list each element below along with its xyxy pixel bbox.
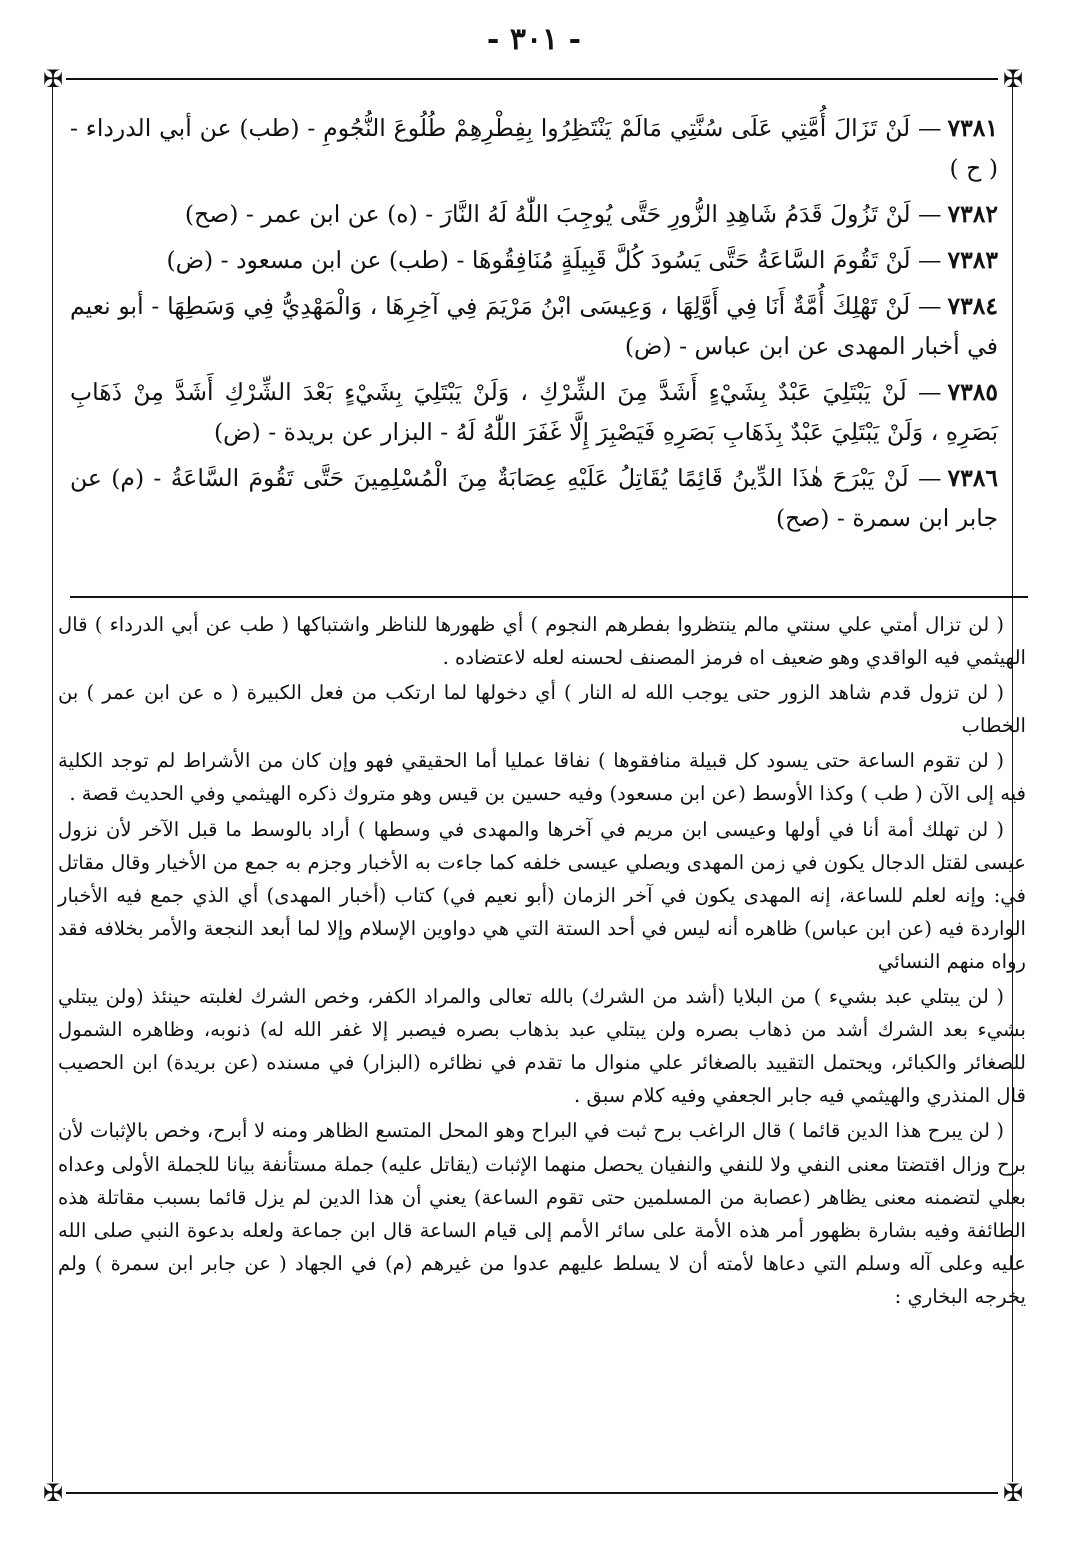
page-number: - ٣٠١ - [486,22,582,57]
left-border [52,86,53,1482]
hadith-text: — لَنْ تَزُولَ قَدَمُ شَاهِدِ الزُّورِ حَتَّى يُوجِبَ اللّٰهُ لَهُ النَّارَ [440,200,942,228]
hadith-number: ٧٣٨٢ [947,200,998,228]
top-rule [66,78,998,80]
ornament-icon: ✠ [1002,65,1024,93]
hadith-text: — لَنْ يَبْتَلِيَ عَبْدٌ بِشَيْءٍ أَشَدَّ مِنَ الشِّرْكِ ، وَلَنْ يَبْتَلِيَ بِشَيْءٍ بَعْدَ الشِّرْكِ أَشَدَّ مِنْ ذَهَابِ بَصَرِهِ ، وَلَنْ يَبْتَلِيَ عَبْدٌ بِذَهَابِ بَصَرِهِ فَيَصْبِرَ إِلَّا غَفَرَ اللّٰهُ لَهُ [70,378,998,446]
ornament-icon: ✠ [42,65,64,93]
commentary-paragraph: ( لن تزول قدم شاهد الزور حتى يوجب الله له النار ) أي دخولها لما ارتكب من فعل الكبيرة ( ه عن ابن عمر ) بن الخطاب [58,681,1026,738]
hadith-text: — لَنْ تَزَالَ أُمَّتِي عَلَى سُنَّتِي مَالَمْ يَنْتَظِرُوا بِفِطْرِهِمْ طُلُوعَ النُّجُومِ [323,114,942,142]
ornament-icon: ✠ [1002,1479,1024,1507]
hadith-reference: - (طب) عن أبي الدرداء - ( ح ) [70,114,998,182]
commentary-paragraph: ( لن يبتلي عبد بشيء ) من البلايا (أشد من الشرك) بالله تعالى والمراد الكفر، وخص الشرك لغلبته حينئذ (ولن يبتلي بشيء بعد الشرك أشد من ذهاب بصره ولن يبتلي عبد بذهاب بصره فيصبر إلا غفر الله له) ذنوبه، وظاهره الشمول للصغائر والكبائر، ويحتمل التقييد بالصغائر علي منوال ما تقدم في نظائره (البزار) في مسنده (عن بريدة) ابن الحصيب قال المنذري والهيثمي فيه جابر الجعفي وفيه كلام سبق . [58,985,1026,1108]
hadith-entry [70,458,998,538]
hadith-text: — لَنْ تَقُومَ السَّاعَةُ حَتَّى يَسُودَ كُلَّ قَبِيلَةٍ مُنَافِقُوهَا [471,246,942,274]
hadith-number: ٧٣٨١ [947,114,998,142]
hadith-reference: - البزار عن بريدة - (ض) [213,418,449,446]
hadith-list [70,108,998,544]
commentary-paragraph: ( لن يبرح هذا الدين قائما ) قال الراغب برح ثبت في البراح وهو المحل المتسع الظاهر ومنه لا أبرح، وخص بالإثبات لأن برح وزال اقتضتا معنى النفي ولا للنفي والنفيان يحصل منهما الإثبات (يقاتل عليه) جملة مستأنفة بيانا للجملة الأولى وعداه بعلي لتضمنه معنى يظاهر (عصابة من المسلمين حتى تقوم الساعة) يعني أن هذا الدين لم يزل قائما بسبب مقاتلة هذه الطائفة وفيه بشارة بظهور أمر هذه الأمة على سائر الأمم إلى قيام الساعة قال ابن جماعة ولعله بدعوة النبي صلى الله عليه وعلى آله وسلم التي دعاها لأمته أن لا يسلط عليهم عدوا من غيرهم (م) في الجهاد ( عن جابر ابن سمرة ) ولم يخرجه البخاري : [58,1119,1026,1308]
hadith-entry [70,194,998,234]
hadith-number: ٧٣٨٦ [947,464,998,492]
hadith-reference: - (م) عن جابر ابن سمرة - (صح) [70,464,998,532]
bottom-rule [66,1492,998,1494]
hadith-entry [70,108,998,188]
hadith-number: ٧٣٨٥ [947,378,998,406]
hadith-reference: - (طب) عن ابن مسعود - (ض) [166,246,465,274]
hadith-reference: - (ه) عن ابن عمر - (صح) [184,200,434,228]
commentary-paragraph: ( لن تهلك أمة أنا في أولها وعيسى ابن مريم في آخرها والمهدى في وسطها ) أراد بالوسط ما قبل الآخر لأن نزول عيسى لقتل الدجال يكون في زمن المهدى ويصلي عيسى خلفه كما جاءت به الأخبار وجزم به جمع من الأخيار وقال مقاتل في: وإنه لعلم للساعة، إنه المهدى يكون في آخر الزمان (أبو نعيم في) كتاب (أخبار المهدى) أي الذي جمع فيه الأخبار الواردة فيه (عن ابن عباس) ظاهره أنه ليس في أحد الستة التي هي دواوين الإسلام وإلا لما أبعد النجعة والأمر بخلافه فقد رواه منهم النسائي [58,817,1026,973]
section-divider [70,596,1028,598]
commentary-paragraph: ( لن تقوم الساعة حتى يسود كل قبيلة منافقوها ) نفاقا عمليا أما الحقيقي فهو وإن كان من الأشراط لم توجد الكلية فيه إلى الآن ( طب ) وكذا الأوسط (عن ابن مسعود) وفيه حسين بن قيس وهو متروك ذكره الهيثمي وفي الحديث قصة . [58,749,1026,806]
hadith-entry [70,240,998,280]
hadith-number: ٧٣٨٣ [947,246,998,274]
hadith-text: — لَنْ يَبْرَحَ هٰذَا الدِّينُ قَائِمًا يُقَاتِلُ عَلَيْهِ عِصَابَةٌ مِنَ الْمُسْلِمِينَ حَتَّى تَقُومَ السَّاعَةُ [170,464,942,492]
ornament-icon: ✠ [42,1479,64,1507]
commentary [58,608,1026,1315]
commentary-paragraph: ( لن تزال أمتي علي سنتي مالم ينتظروا بفطرهم النجوم ) أي ظهورها للناظر واشتباكها ( طب عن أبي الدرداء ) قال الهيثمي فيه الواقدي وهو ضعيف اه فرمز المصنف لحسنه لعله لاعتضاده . [58,613,1026,670]
hadith-entry [70,286,998,366]
hadith-reference: - أبو نعيم في أخبار المهدى عن ابن عباس - (ض) [70,292,998,360]
hadith-entry [70,372,998,452]
hadith-number: ٧٣٨٤ [947,292,998,320]
hadith-text: — لَنْ تَهْلِكَ أُمَّةٌ أَنَا فِي أَوَّلِهَا ، وَعِيسَى ابْنُ مَرْيَمَ فِي آخِرِهَا ، وَالْمَهْدِيُّ فِي وَسَطِهَا [167,292,942,320]
